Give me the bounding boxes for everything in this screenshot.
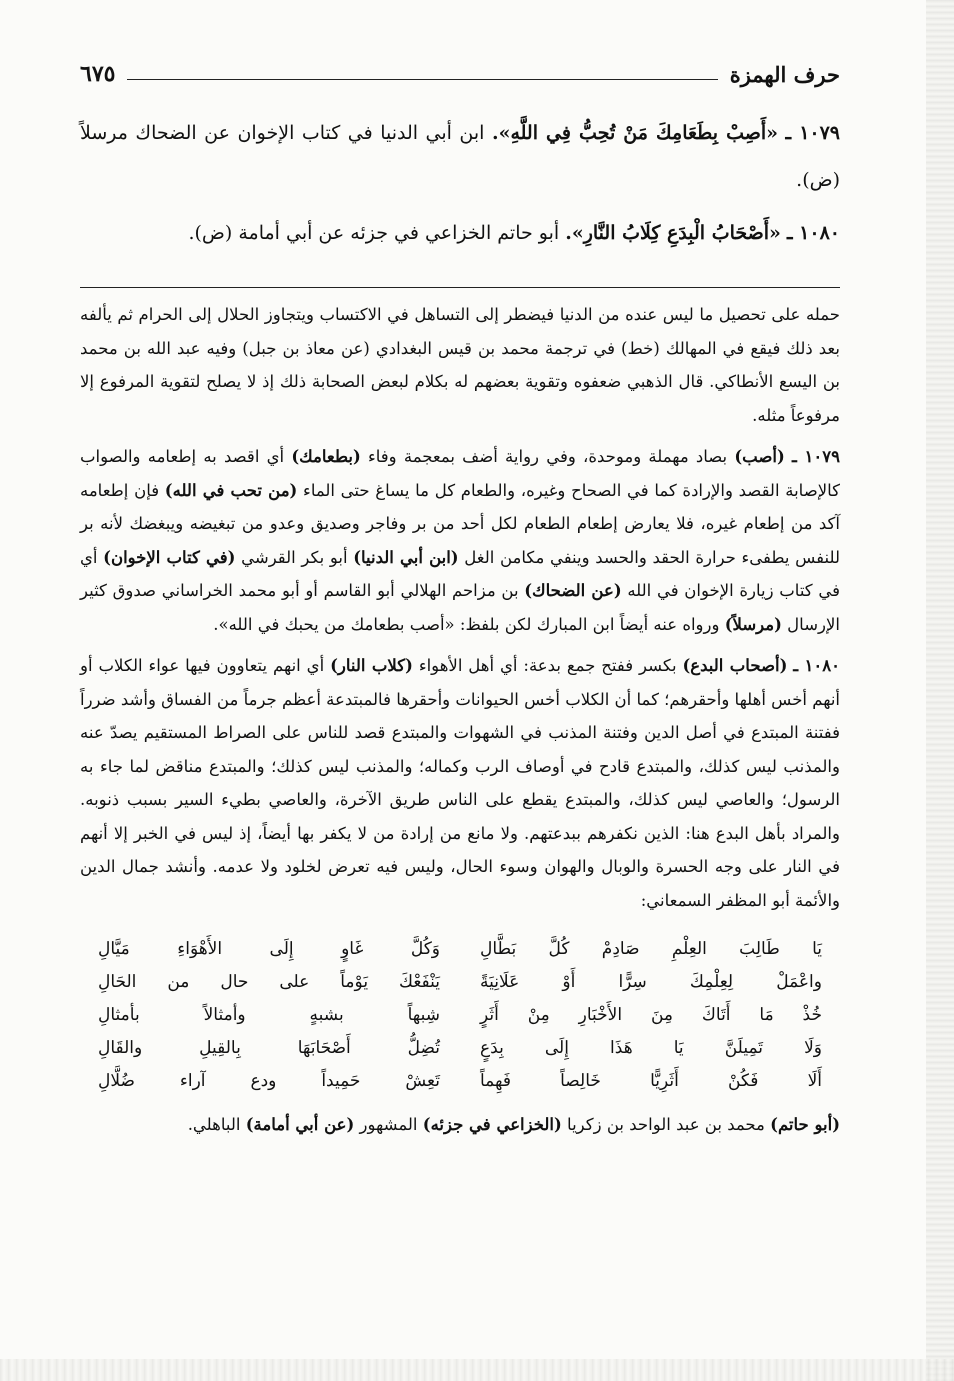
entry-number: ١٠٧٩ ـ [785, 122, 841, 144]
explanation: بكسر ففتح جمع بدعة: أي أهل الأهواء [412, 656, 683, 675]
explanation: الباهلي. [187, 1115, 246, 1134]
explanation: أي انهم يتعاوون فيها عواء الكلاب أو أنهم أخس أهلها وأحقرهم؛ كما أن الكلاب أخس الحيوانات وأحقرها فالمبتدعة أعظم جرماً من الفساق وأشد ضرراً ففتنة المبتدع في أصل الدين وفتنة المذنب في الشهوات والمبتدع قصد للناس على الصراط المستقيم يصدّ عنه والمذنب ليس كذلك، والمبتدع قادح في أوصاف الرب وكماله؛ والمذنب ليس كذلك؛ والمبتدع مناقض لما جاء به الرسول؛ والعاصي ليس كذلك، والمبتدع يقطع على الناس طريق الآخرة، والعاصي بطيء السير بسبب ذنوبه. والمراد بأهل البدع هنا: الذين نكفرهم ببدعتهم. ولا مانع من إرادة من لا يكفر بها أيضاً، إذ ليس في الخبر إلا أنهم في النار على وجه الحسرة والوبال والهوان وسوء الحال، وليس فيه تعرض لخلود ولا عدمه. وأنشد جمال الدين والأئمة أبو المظفر السمعاني: [79, 656, 840, 910]
header-rule [127, 79, 717, 80]
commentary [80, 298, 840, 1142]
term: (مرسلاً) [724, 614, 782, 634]
poem-hemistich: يَا طَالِبَ العِلْمِ صَادِمْ كُلَّ بَطَّالِ [480, 939, 822, 959]
hadith-quote: «أَصِبْ بِطَعَامِكَ مَنْ تُحِبُّ فِي اللَّهِ». [491, 122, 779, 144]
commentary-closing [80, 1108, 840, 1142]
poem-hemistich: أَلَا فَكُنْ أَثَرِيًّا خَالِصاً فَهِماً [480, 1071, 822, 1091]
poem-hemistich: يَنْفَعْكَ يَوْماً على حال من الحَالِ [98, 972, 440, 992]
term: (بطعامك) [291, 447, 361, 466]
hadith-quote: «أَصْحَابُ الْبِدَعِ كِلَابُ النَّارِ». [565, 222, 781, 244]
term: (أبو حاتم) [770, 1115, 840, 1134]
explanation: بن مزاحم الهلالي أبو القاسم أو أبو محمد الخراساني صدوق كثير الإرسال [80, 581, 840, 634]
poem-hemistich: واعْمَلْ لِعِلْمِكَ سِرًّا أَوْ عَلَانِيَةً [480, 972, 822, 992]
commentary-1080 [80, 649, 840, 917]
scan-edge-bottom [0, 1359, 954, 1381]
term: (عن الضحاك) [524, 581, 622, 600]
page-number: ٦٧٥ [80, 61, 116, 87]
poem-hemistich: تَعِشْ حَمِيداً ودع آراء ضُلَّالِ [98, 1071, 440, 1091]
chapter-title: حرف الهمزة [729, 61, 840, 87]
hadith-entry-1080 [80, 210, 840, 257]
poem-hemistich: وَلَا تَمِيلَنَّ يَا هَذَا إِلَى بِدَعٍ [480, 1038, 822, 1058]
hadith-source: ابن أبي الدنيا في كتاب الإخوان عن الضحاك مرسلاً (ض). [80, 122, 840, 191]
scan-edge-right [926, 0, 954, 1381]
book-page [80, 52, 840, 1150]
term: (الخزاعي في جزئه) [422, 1115, 562, 1134]
commentary-1079 [80, 440, 840, 641]
running-header [80, 52, 840, 96]
explanation: أبو بكر القرشي [235, 547, 354, 567]
hadith-text [80, 110, 840, 257]
explanation: أي في كتاب زيارة الإخوان في الله [80, 547, 840, 600]
explanation: ورواه عنه أيضاً ابن المبارك لكن بلفظ: «أصب بطعامك من يحبك في الله». [213, 614, 725, 634]
entry-number: ١٠٧٩ ـ [791, 447, 840, 466]
explanation: أي اقصد به إطعامه والصواب كالإصابة القصد والإرادة كما في الصحاح وغيره، والطعام كل ما يساغ حتى الماء [80, 447, 840, 500]
term: (ابن أبي الدنيا) [353, 547, 459, 567]
explanation: بصاد مهملة وموحدة، وفي رواية أضف بمعجمة وفاء [360, 447, 735, 466]
poem-hemistich: خُذْ مَا أَتَاكَ مِنَ الأَخْبَارِ مِنْ أَثَرٍ [480, 1005, 822, 1025]
explanation: محمد بن عبد الواحد بن زكريا [561, 1115, 771, 1134]
poem [80, 933, 840, 1098]
explanation: المشهور [354, 1115, 423, 1134]
term: (في كتاب الإخوان) [103, 547, 236, 567]
term: (أصحاب البدع) [682, 656, 788, 675]
term: (أصب) [734, 447, 785, 466]
term: (كلاب النار) [330, 656, 413, 675]
term: (عن أبي أمامة) [245, 1115, 355, 1134]
hadith-source: أبو حاتم الخزاعي في جزئه عن أبي أمامة (ض). [188, 222, 560, 244]
commentary-intro: حمله على تحصيل ما ليس عنده من الدنيا فيضطر إلى التساهل في الاكتساب ويتجاوز الحلال إلى الحرام ثم يألفه بعد ذلك فيقع في المهالك (خط) في ترجمة محمد بن قيس البغدادي (عن معاذ بن جبل) وفيه عبد الله بن محمد بن اليسع الأنطاكي. قال الذهبي ضعفوه وتقوية بعضهم له بكلام لبعض الصحابة ذلك إذ لا يصلح لتقوية المرفوع إلا مرفوعاً مثله. [80, 305, 840, 425]
poem-hemistich: شِبهاً بشبهٍ وأمثالاً بأمثالِ [98, 1005, 440, 1025]
explanation: فإن إطعامه آكد من إطعام غيره، فلا يعارض إطعام الطعام لكل أحد من بر وفاجر وصديق وعدو من تبغيضه ويبغضك لأنه بر للنفس يطفىء حرارة الحقد والحسد وينفي مكامن الغل [80, 480, 840, 567]
footnote-separator [80, 287, 840, 288]
entry-number: ١٠٨٠ ـ [793, 656, 840, 675]
hadith-entry-1079 [80, 110, 840, 204]
entry-number: ١٠٨٠ ـ [786, 222, 840, 244]
term: (من تحب في الله) [164, 480, 298, 500]
poem-hemistich: تُضِلُّ أَصْحَابَهَا بِالقِيلِ والقَالِ [98, 1038, 440, 1058]
poem-hemistich: وَكُلَّ غَاوٍ إِلَى الأَهْوَاءِ مَيَّالِ [98, 939, 440, 959]
